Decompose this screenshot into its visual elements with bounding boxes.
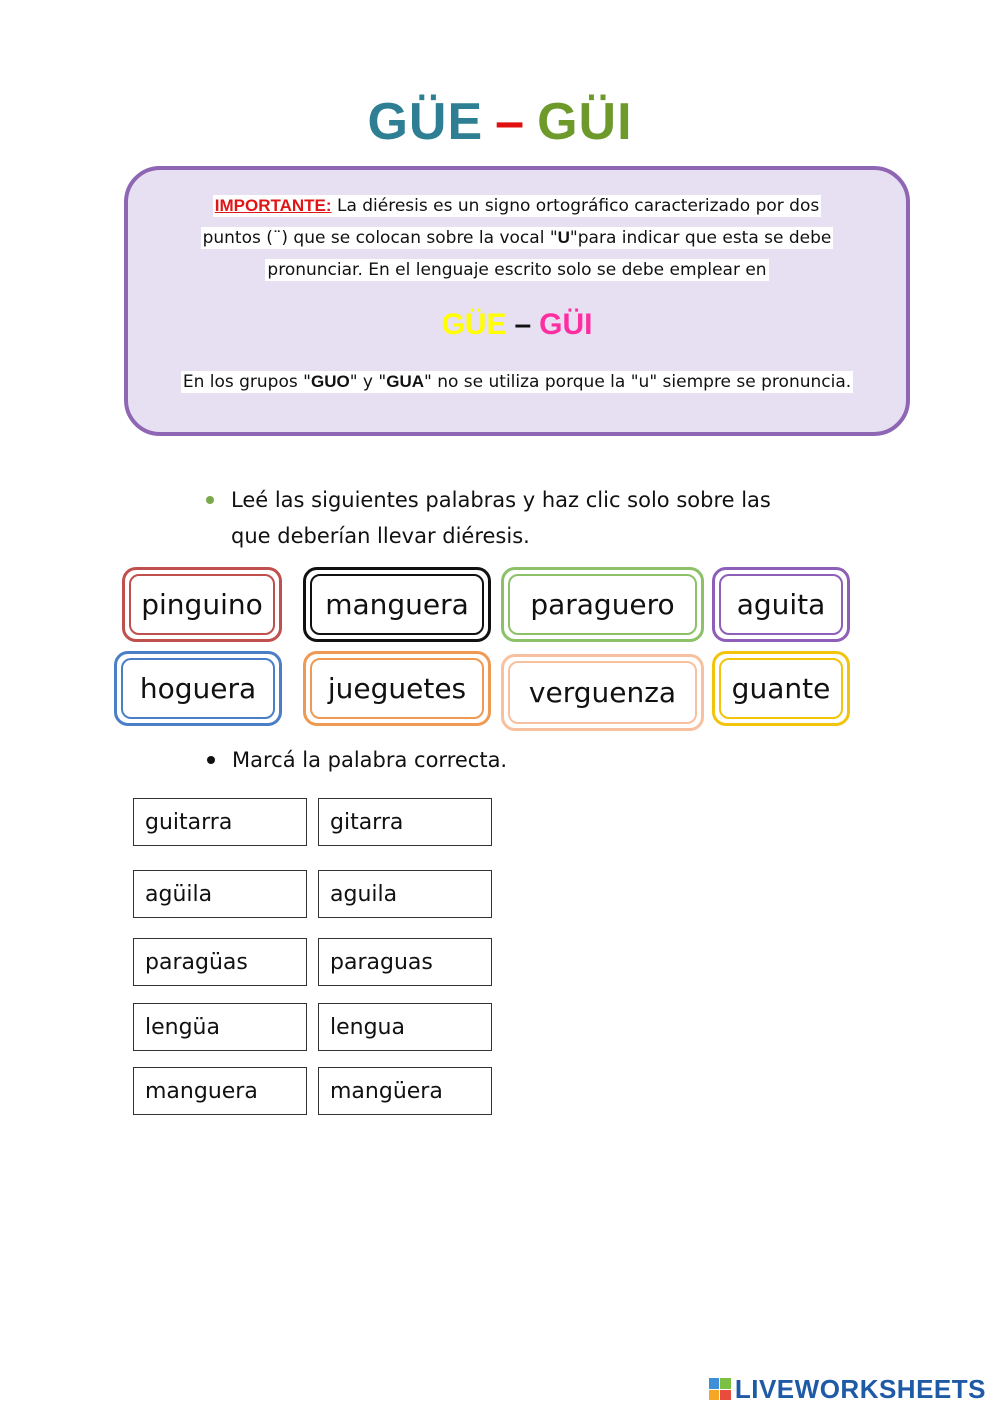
word-button-guante[interactable] — [712, 651, 850, 726]
choice-aguila[interactable]: aguila — [318, 870, 492, 918]
choice-lengua-dieresis[interactable]: lengüa — [133, 1003, 307, 1051]
word-label: aguita — [736, 588, 826, 621]
info-line-1-text: La diéresis es un signo ortográfico caracterizado por dos — [331, 196, 820, 216]
word-label: jueguetes — [327, 672, 467, 705]
brand-text: LIVEWORKSHEETS — [734, 1373, 986, 1404]
choice-paraguas[interactable]: paraguas — [318, 938, 492, 986]
vowel-u: U — [557, 228, 570, 247]
important-label: IMPORTANTE: — [214, 196, 332, 215]
instruction-1-line-2: que deberían llevar diéresis. — [231, 524, 530, 548]
instruction-2: Marcá la palabra correcta. — [232, 748, 508, 772]
word-label: paraguero — [530, 588, 675, 621]
group-guo: GUO — [310, 372, 350, 391]
pair-gue: GÜE — [441, 308, 507, 341]
info-line-2b: "para indicar que esta se debe — [569, 228, 832, 248]
word-button-pinguino[interactable] — [122, 567, 282, 642]
title-gui: GÜI — [537, 93, 633, 151]
word-button-jueguetes[interactable] — [303, 651, 491, 726]
liveworksheets-logo-icon — [709, 1378, 731, 1400]
info-line-5c: " no se utiliza porque la "u" siempre se pronuncia. — [424, 372, 852, 392]
word-label: pinguino — [141, 588, 263, 621]
title-dash: – — [495, 93, 526, 151]
word-button-aguita[interactable] — [712, 567, 850, 642]
important-info-box — [124, 166, 910, 436]
choice-manguera[interactable]: manguera — [133, 1067, 307, 1115]
info-line-5a: En los grupos " — [182, 372, 311, 392]
gue-gui-highlight — [128, 308, 906, 342]
info-line-1 — [128, 196, 906, 216]
choice-manguera-dieresis[interactable]: mangüera — [318, 1067, 492, 1115]
instruction-1-line-1: Leé las siguientes palabras y haz clic solo sobre las — [231, 488, 771, 512]
word-label: hoguera — [139, 672, 257, 705]
pair-gui: GÜI — [539, 308, 593, 341]
group-gua: GUA — [386, 372, 424, 391]
word-label: manguera — [325, 588, 469, 621]
pair-dash: – — [514, 308, 532, 341]
bullet-2 — [207, 756, 215, 764]
page-title — [0, 92, 1000, 152]
word-button-verguenza[interactable] — [501, 654, 704, 731]
info-line-5b: " y " — [349, 372, 387, 392]
word-button-hoguera[interactable] — [114, 651, 282, 726]
info-line-2 — [128, 228, 906, 248]
choice-guitarra[interactable]: guitarra — [133, 798, 307, 846]
choice-gitarra[interactable]: gitarra — [318, 798, 492, 846]
word-label: verguenza — [528, 676, 677, 709]
word-button-paraguero[interactable] — [501, 567, 704, 642]
word-button-manguera[interactable] — [303, 567, 491, 642]
liveworksheets-brand — [709, 1372, 986, 1406]
choice-lengua[interactable]: lengua — [318, 1003, 492, 1051]
choice-aguila-dieresis[interactable]: agüila — [133, 870, 307, 918]
title-gue: GÜE — [367, 93, 484, 151]
info-line-5 — [128, 372, 906, 392]
bullet-1 — [206, 496, 214, 504]
instruction-1 — [231, 482, 771, 554]
info-line-3-text: pronunciar. En el lenguaje escrito solo se debe emplear en — [267, 260, 767, 280]
info-line-3 — [128, 260, 906, 280]
choice-paraguas-dieresis[interactable]: paragüas — [133, 938, 307, 986]
info-line-2a: puntos (¨) que se colocan sobre la vocal " — [202, 228, 558, 248]
word-label: guante — [731, 672, 831, 705]
